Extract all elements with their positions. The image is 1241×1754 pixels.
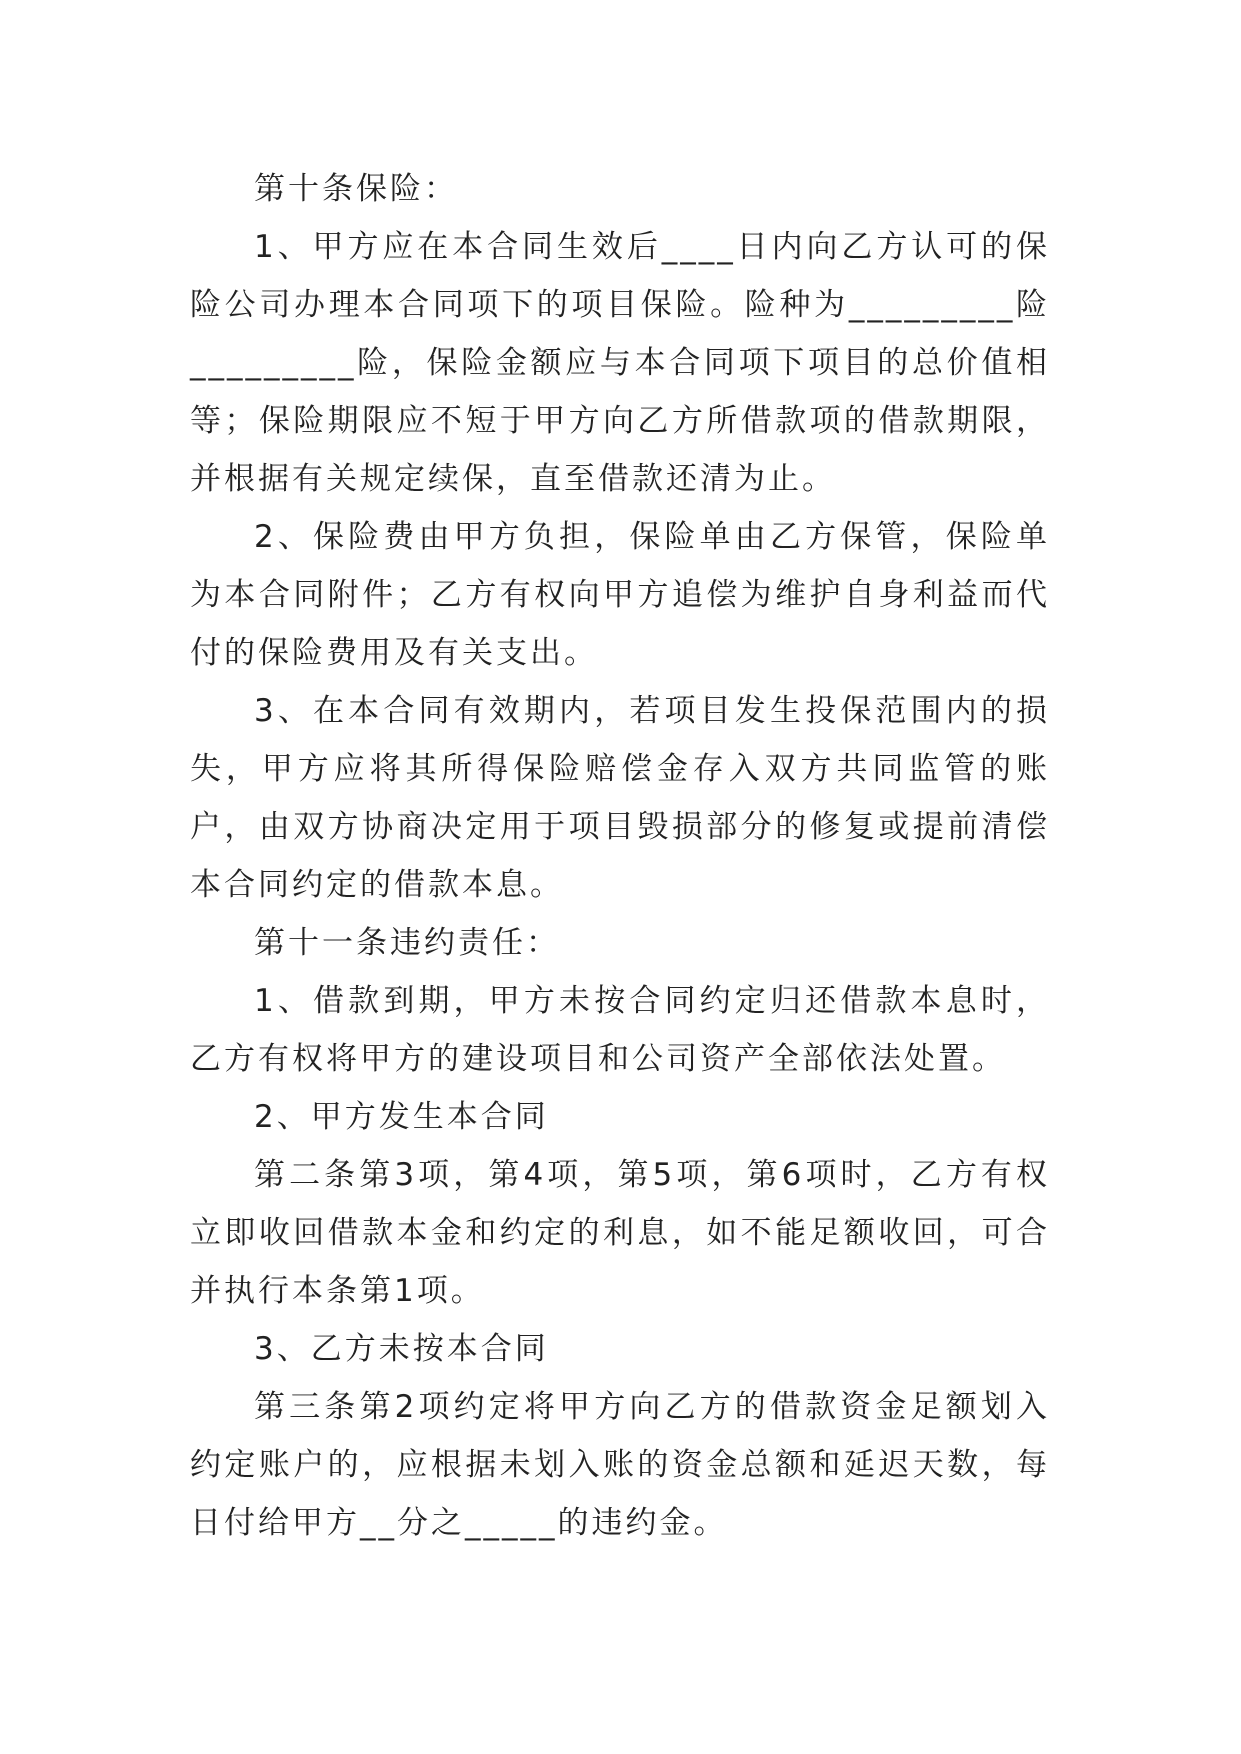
- article-10-clause-1: 1、甲方应在本合同生效后____日内向乙方认可的保险公司办理本合同项下的项目保险。险种为_________险_________险，保险金额应与本合同项下项目的总价值相等；保险期限应不短于甲方向乙方所借款项的借款期限，并根据有关规定续保，直至借款还清为止。: [190, 229, 1050, 497]
- article-11-clause-3-detail: 第三条第2项约定将甲方向乙方的借款资金足额划入约定账户的，应根据未划入账的资金总额和延迟天数，每日付给甲方__分之_____的违约金。: [190, 1389, 1050, 1541]
- article-11-clause-2-detail: 第二条第3项，第4项，第5项，第6项时，乙方有权立即收回借款本金和约定的利息，如不能足额收回，可合并执行本条第1项。: [190, 1157, 1050, 1309]
- article-10-clause-3: 3、在本合同有效期内，若项目发生投保范围内的损失，甲方应将其所得保险赔偿金存入双方共同监管的账户，由双方协商决定用于项目毁损部分的修复或提前清偿本合同约定的借款本息。: [190, 693, 1050, 903]
- article-10-heading: 第十条保险：: [254, 171, 458, 207]
- article-11-clause-3: 3、乙方未按本合同: [254, 1331, 549, 1367]
- article-10-clause-2: 2、保险费由甲方负担，保险单由乙方保管，保险单为本合同附件；乙方有权向甲方追偿为维护自身利益而代付的保险费用及有关支出。: [190, 519, 1050, 671]
- article-11-clause-1: 1、借款到期，甲方未按合同约定归还借款本息时，乙方有权将甲方的建设项目和公司资产全部依法处置。: [190, 983, 1050, 1077]
- article-11-clause-2: 2、甲方发生本合同: [254, 1099, 549, 1135]
- document-body: [190, 160, 1050, 1552]
- article-11-heading: 第十一条违约责任：: [254, 925, 560, 961]
